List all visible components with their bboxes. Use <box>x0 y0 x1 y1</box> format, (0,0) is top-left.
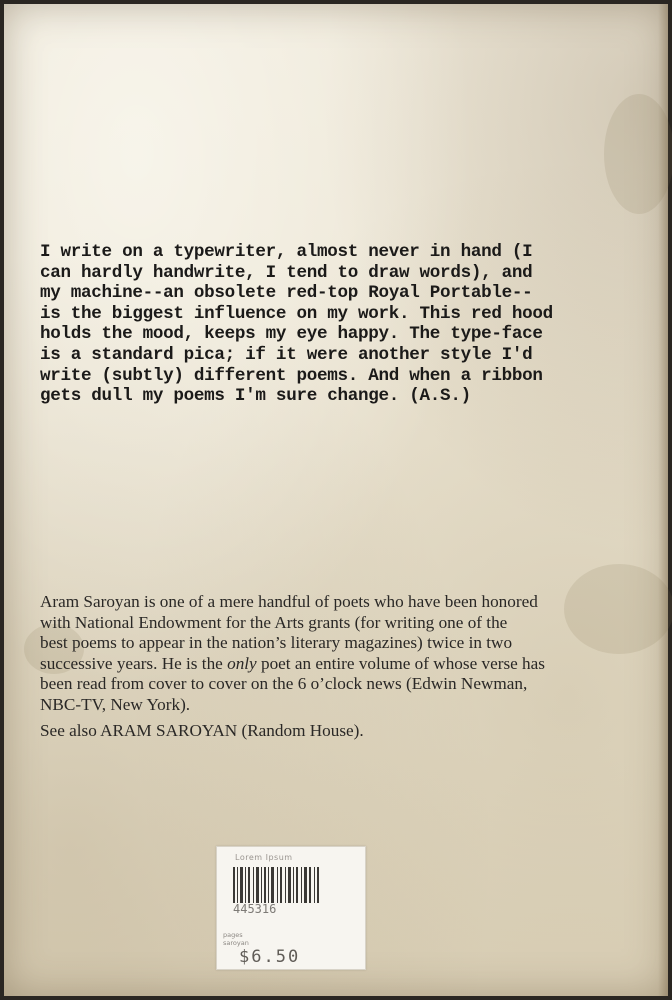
blurb-line: Aram Saroyan is one of a mere handful of poets who have been honored <box>40 592 538 611</box>
store-name: Lorem Ipsum <box>235 853 293 862</box>
price: $6.50 <box>239 947 301 967</box>
tag-author: saroyan <box>223 939 249 947</box>
typewritten-note <box>40 242 660 407</box>
blurb-line: with National Endowment for the Arts grants (for writing one of the <box>40 612 508 632</box>
note-line: can hardly handwrite, I tend to draw words), and <box>40 262 533 283</box>
barcode-icon <box>231 867 323 903</box>
author-blurb <box>40 592 660 741</box>
tag-category: pages <box>223 931 243 939</box>
blurb-line: best poems to appear in the nation’s literary magazines) twice in two <box>40 633 513 653</box>
note-line: gets dull my poems I'm sure change. (A.S.) <box>40 386 471 407</box>
tag-details <box>223 931 249 947</box>
blurb-text: poet an entire volume of whose verse has <box>260 653 545 673</box>
price-sticker <box>216 846 366 970</box>
note-line: write (subtly) different poems. And when a ribbon <box>40 365 543 386</box>
blurb-line: NBC-TV, New York). <box>40 694 191 714</box>
note-line: is a standard pica; if it were another style I'd <box>40 344 533 365</box>
blurb-line <box>40 654 660 675</box>
note-line: holds the mood, keeps my eye happy. The type-face <box>40 324 543 345</box>
note-line: my machine--an obsolete red-top Royal Portable-- <box>40 283 533 304</box>
blurb-text: successive years. He is the <box>40 653 223 673</box>
blurb-line: been read from cover to cover on the 6 o’clock news (Edwin Newman, <box>40 674 528 694</box>
stain <box>604 94 672 214</box>
blurb-emphasis: only <box>227 653 257 673</box>
see-also-line: See also ARAM SAROYAN (Random House). <box>40 720 364 740</box>
back-cover <box>4 4 668 996</box>
sku-number: 445316 <box>233 902 277 916</box>
note-line: I write on a typewriter, almost never in hand (I <box>40 242 533 262</box>
note-line: is the biggest influence on my work. This red hood <box>40 303 553 324</box>
